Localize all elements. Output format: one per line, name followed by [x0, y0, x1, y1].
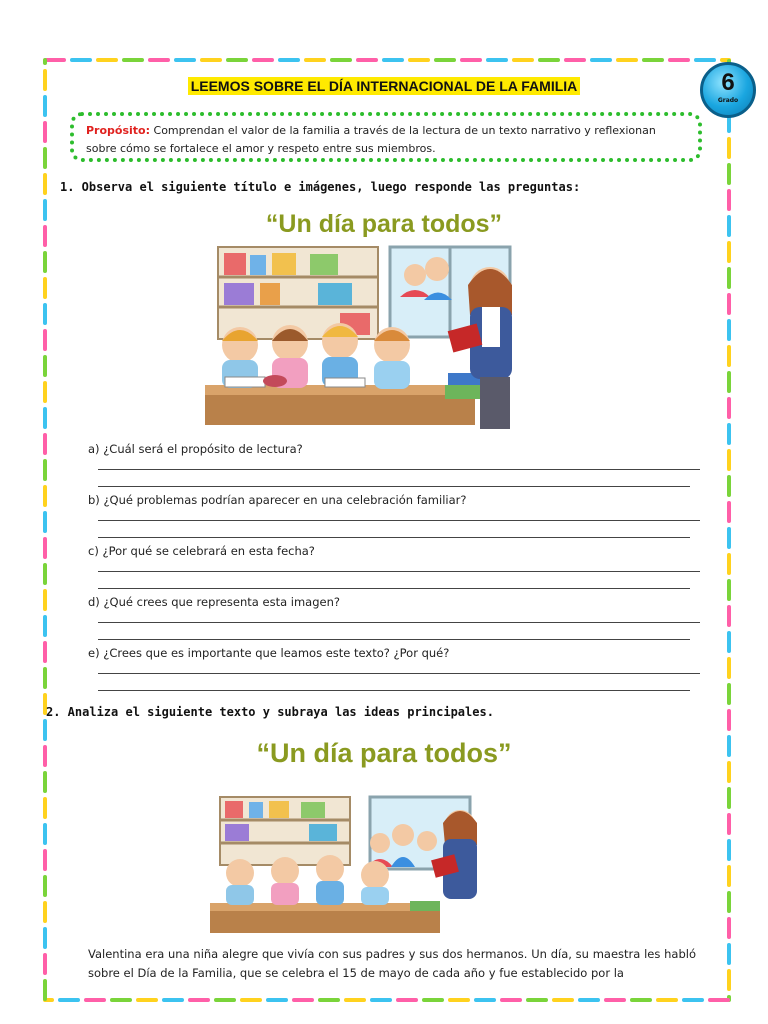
grade-label: Grado	[717, 97, 739, 104]
section-2-heading: 2. Analiza el siguiente texto y subraya las ideas principales.	[46, 705, 494, 719]
question-item	[88, 595, 700, 646]
answer-line[interactable]	[98, 571, 700, 572]
question-text: b) ¿Qué problemas podrían aparecer en una celebración familiar?	[88, 493, 467, 507]
question-text: a) ¿Cuál será el propósito de lectura?	[88, 442, 303, 456]
grade-number: 6	[721, 69, 735, 96]
question-text: c) ¿Por qué se celebrará en esta fecha?	[88, 544, 315, 558]
answer-line[interactable]	[98, 486, 690, 487]
question-text: e) ¿Crees que es importante que leamos este texto? ¿Por qué?	[88, 646, 450, 660]
answer-line[interactable]	[98, 673, 700, 674]
answer-line[interactable]	[98, 469, 700, 470]
story-title-2: “Un día para todos”	[256, 738, 512, 768]
question-item	[88, 493, 700, 544]
question-list	[88, 442, 700, 697]
answer-line[interactable]	[98, 622, 700, 623]
question-item	[88, 544, 700, 595]
answer-line[interactable]	[98, 639, 690, 640]
question-item	[88, 442, 700, 493]
story-paragraph: Valentina era una niña alegre que vivía con sus padres y sus dos hermanos. Un día, su maestra les habló sobre el Día de la Familia, que se celebra el 15 de mayo de cada año y fue establecido por la	[88, 947, 696, 980]
question-text: d) ¿Qué crees que representa esta imagen?	[88, 595, 340, 609]
story-title-1: “Un día para todos”	[265, 210, 503, 238]
purpose-label: Propósito:	[86, 124, 151, 137]
page-title: LEEMOS SOBRE EL DÍA INTERNACIONAL DE LA FAMILIA	[0, 78, 768, 94]
answer-line[interactable]	[98, 520, 700, 521]
answer-line[interactable]	[98, 690, 690, 691]
question-item	[88, 646, 700, 697]
purpose-text: Comprendan el valor de la familia a través de la lectura de un texto narrativo y reflexionan sobre cómo se fortalece el amor y respeto entre sus miembros.	[86, 124, 656, 155]
classroom-illustration-2	[205, 795, 485, 933]
section-1-heading: 1. Observa el siguiente título e imágenes, luego responde las preguntas:	[60, 180, 581, 194]
answer-line[interactable]	[98, 537, 690, 538]
purpose-box	[70, 112, 702, 162]
answer-line[interactable]	[98, 588, 690, 589]
classroom-illustration-1	[200, 245, 530, 430]
grade-badge	[700, 62, 756, 118]
